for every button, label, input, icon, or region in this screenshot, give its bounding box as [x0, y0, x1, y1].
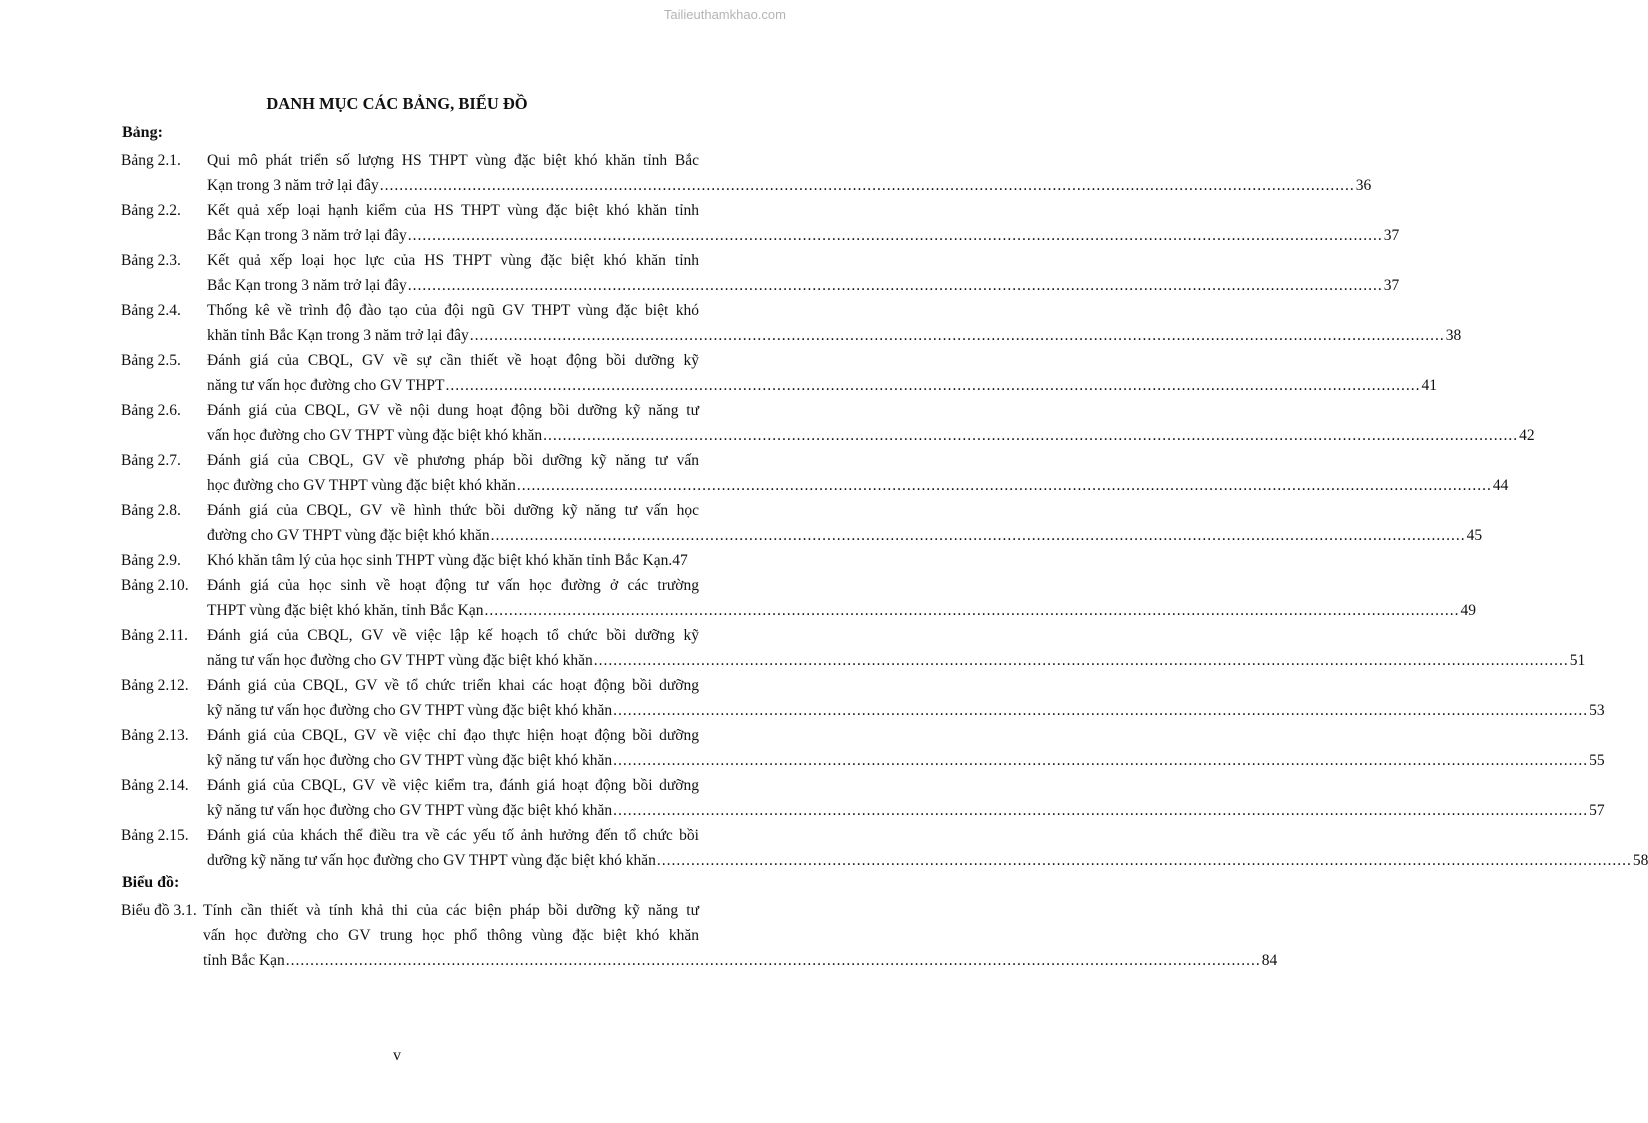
table-entry-text-line2: năng tư vấn học đường cho GV THPT — [207, 377, 445, 394]
table-entry-text-line1: Đánh giá của CBQL, GV về hình thức bồi dưỡng kỹ năng tư vấn học — [207, 502, 699, 519]
chart-entry-page: 84 — [1261, 952, 1278, 969]
table-entry-page: 44 — [1492, 477, 1509, 494]
table-entry[interactable] — [121, 198, 1400, 248]
chart-entry[interactable] — [121, 898, 1278, 973]
leader-dots: ........................................................................................................................................................................................................ — [490, 527, 1466, 544]
table-entry-label: Bảng 2.12. — [121, 677, 189, 694]
table-entry-page: 42 — [1519, 427, 1535, 444]
table-entry-text-line2: THPT vùng đặc biệt khó khăn, tỉnh Bắc Kạn — [207, 602, 484, 619]
table-entry-label: Bảng 2.8. — [121, 502, 181, 519]
table-entry[interactable] — [121, 448, 1509, 498]
table-entry[interactable] — [121, 548, 699, 573]
table-entry-text-line2: Kạn trong 3 năm trở lại đây — [207, 177, 379, 194]
table-entry-page: 37 — [1383, 227, 1400, 244]
leader-dots: ........................................................................................................................................................................................................ — [445, 377, 1421, 394]
table-entry-text-line2: kỹ năng tư vấn học đường cho GV THPT vùng đặc biệt khó khăn — [207, 802, 613, 819]
table-entry-label: Bảng 2.6. — [121, 402, 181, 419]
leader-dots: ........................................................................................................................................................................................................ — [613, 702, 1589, 719]
table-entry-text-line2: khăn tỉnh Bắc Kạn trong 3 năm trở lại đây — [207, 327, 469, 344]
table-entry[interactable] — [121, 148, 1372, 198]
table-entry[interactable] — [121, 498, 1483, 548]
leader-dots: ........................................................................................................................................................................................................ — [613, 802, 1589, 819]
table-entry-text-line1: Đánh giá của CBQL, GV về việc chỉ đạo thực hiện hoạt động bồi dưỡng — [207, 727, 699, 744]
table-entry[interactable] — [121, 348, 1438, 398]
leader-dots: ........................................................................................................................................................................................................ — [613, 752, 1589, 769]
table-entry-text-line1: Đánh giá của học sinh về hoạt động tư vấn học đường ở các trường — [207, 577, 699, 594]
table-entry-label: Bảng 2.2. — [121, 202, 181, 219]
leader-dots: ........................................................................................................................................................................................................ — [407, 277, 1383, 294]
leader-dots: ........................................................................................................................................................................................................ — [593, 652, 1569, 669]
table-entry-text-line2: Bắc Kạn trong 3 năm trở lại đây — [207, 277, 407, 294]
table-entry-page: 49 — [1460, 602, 1477, 619]
table-entry-label: Bảng 2.14. — [121, 777, 189, 794]
table-entry-page: 45 — [1466, 527, 1483, 544]
table-entry[interactable] — [121, 398, 1535, 448]
page-title: DANH MỤC CÁC BẢNG, BIỂU ĐỒ — [266, 94, 528, 113]
table-entry-text-line2: kỹ năng tư vấn học đường cho GV THPT vùng đặc biệt khó khăn — [207, 752, 613, 769]
table-entry-label: Bảng 2.1. — [121, 152, 181, 169]
leader-dots: ........................................................................................................................................................................................................ — [407, 227, 1383, 244]
table-entry-text-line1: Thống kê về trình độ đào tạo của đội ngũ GV THPT vùng đặc biệt khó — [207, 302, 699, 319]
watermark: Tailieuthamkhao.com — [663, 7, 786, 22]
table-entry[interactable] — [121, 723, 1605, 773]
table-entry-text-line2: Bắc Kạn trong 3 năm trở lại đây — [207, 227, 407, 244]
leader-dots: ........................................................................................................................................................................................................ — [379, 177, 1355, 194]
table-entry-text-line1: Đánh giá của CBQL, GV về việc kiểm tra, đánh giá hoạt động bồi dưỡng — [207, 777, 699, 794]
table-entry-label: Bảng 2.7. — [121, 452, 181, 469]
leader-dots: ........................................................................................................................................................................................................ — [285, 952, 1261, 969]
table-entry-page: 57 — [1589, 802, 1605, 819]
table-entry-text-line1: Đánh giá của CBQL, GV về phương pháp bồi dưỡng kỹ năng tư vấn — [207, 452, 699, 469]
table-entry-text-line2: năng tư vấn học đường cho GV THPT vùng đặc biệt khó khăn — [207, 652, 593, 669]
table-entry-text-line1: Đánh giá của CBQL, GV về tổ chức triển khai các hoạt động bồi dưỡng — [207, 677, 699, 694]
table-entry-text-line1: Đánh giá của CBQL, GV về sự cần thiết về hoạt động bồi dưỡng kỹ — [207, 352, 699, 369]
leader-dots: ........................................................................................................................................................................................................ — [516, 477, 1492, 494]
table-entry-text-line1: Đánh giá của CBQL, GV về nội dung hoạt động bồi dưỡng kỹ năng tư — [207, 402, 699, 419]
table-entry-text-line1: Qui mô phát triển số lượng HS THPT vùng đặc biệt khó khăn tỉnh Bắc — [207, 152, 699, 169]
tables-heading: Bảng: — [122, 124, 163, 141]
table-entry-label: Bảng 2.9. — [121, 552, 181, 569]
table-entry[interactable] — [121, 673, 1605, 723]
chart-entry-text-line2: vấn học đường cho GV trung học phổ thông vùng đặc biệt khó khăn — [203, 927, 699, 944]
table-entry-label: Bảng 2.13. — [121, 727, 189, 744]
table-entry[interactable] — [121, 623, 1586, 673]
table-entry-label: Bảng 2.5. — [121, 352, 181, 369]
table-entry-text-line2: đường cho GV THPT vùng đặc biệt khó khăn — [207, 527, 490, 544]
table-entry[interactable] — [121, 773, 1605, 823]
table-entry-page: 51 — [1569, 652, 1586, 669]
chart-entry-text-line3: tỉnh Bắc Kạn — [203, 952, 285, 969]
charts-heading: Biểu đồ: — [122, 874, 180, 891]
table-entry-text-line1: Đánh giá của CBQL, GV về việc lập kế hoạch tổ chức bồi dưỡng kỹ — [207, 627, 699, 644]
leader-dots: ........................................................................................................................................................................................................ — [469, 327, 1445, 344]
table-entry-page: 37 — [1383, 277, 1400, 294]
table-entry-text-line1: Đánh giá của khách thể điều tra về các yếu tố ảnh hưởng đến tổ chức bồi — [207, 827, 699, 844]
table-entry-text-line1: Kết quả xếp loại hạnh kiểm của HS THPT vùng đặc biệt khó khăn tỉnh — [207, 202, 699, 219]
table-entry-page: 58 — [1632, 852, 1648, 869]
table-entry-page: 41 — [1421, 377, 1438, 394]
table-entry-text-line1: Kết quả xếp loại học lực của HS THPT vùng đặc biệt khó khăn tỉnh — [207, 252, 699, 269]
leader-dots: ........................................................................................................................................................................................................ — [543, 427, 1519, 444]
table-entry-page: 36 — [1355, 177, 1372, 194]
table-entry-text-line2: học đường cho GV THPT vùng đặc biệt khó khăn — [207, 477, 516, 494]
leader-dots: ........................................................................................................................................................................................................ — [656, 852, 1632, 869]
leader-dots: ........................................................................................................................................................................................................ — [484, 602, 1460, 619]
table-entry-label: Bảng 2.4. — [121, 302, 181, 319]
table-entry[interactable] — [121, 298, 1462, 348]
table-entry-label: Bảng 2.15. — [121, 827, 189, 844]
table-entry-page: 53 — [1589, 702, 1605, 719]
table-entry-label: Bảng 2.3. — [121, 252, 181, 269]
table-entry-label: Bảng 2.11. — [121, 627, 189, 644]
page-number: v — [393, 1047, 401, 1064]
table-entry-text-line2: kỹ năng tư vấn học đường cho GV THPT vùng đặc biệt khó khăn — [207, 702, 613, 719]
table-entry-text-line2: vấn học đường cho GV THPT vùng đặc biệt khó khăn — [207, 427, 543, 444]
chart-entry-label: Biểu đồ 3.1. — [121, 902, 197, 919]
table-entry-text-line2: dưỡng kỹ năng tư vấn học đường cho GV THPT vùng đặc biệt khó khăn — [207, 852, 656, 869]
table-entry-label: Bảng 2.10. — [121, 577, 189, 594]
table-entry[interactable] — [121, 823, 1648, 873]
table-entry-page: 55 — [1589, 752, 1605, 769]
chart-entry-text-line1: Tính cần thiết và tính khả thi của các biện pháp bồi dưỡng kỹ năng tư — [203, 902, 699, 919]
table-entry-text: Khó khăn tâm lý của học sinh THPT vùng đặc biệt khó khăn tỉnh Bắc Kạn.47 — [207, 552, 688, 569]
table-entry-page: 38 — [1445, 327, 1462, 344]
table-entry[interactable] — [121, 573, 1477, 623]
table-entry[interactable] — [121, 248, 1400, 298]
